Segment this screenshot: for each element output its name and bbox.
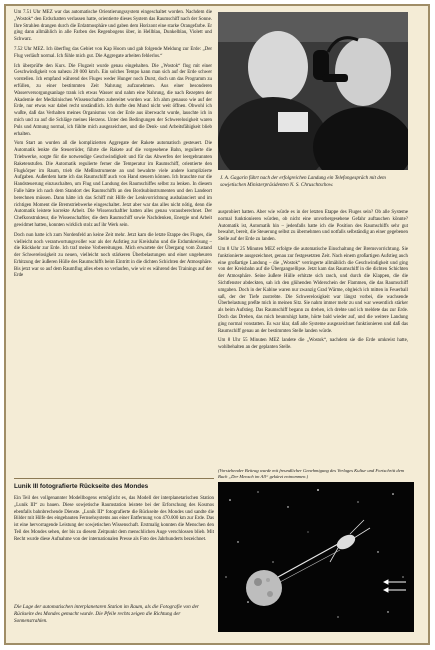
paragraph: Um 7.51 Uhr MEZ war das automatische Orientierungssystem eingeschaltet worden. Nachdem die „Wostok“ den Erdschatten verlassen hatte, orientierte dieses System das Raumschiff nach der Sonne. Ihre Strahlen drangen durch die Erdatmosphäre und gaben dem Horizont eine starke Orangefarbe. Er ging dann allmählich in alle Farben des Regenbogens über, in Hellblau, Dunkelblau, Violett und Schwarz. xyxy=(14,10,212,43)
paragraph: 7.52 Uhr MEZ. Ich überflog das Gebiet von Kap Hoorn und gab folgende Meldung zur Erde: „Der Flug verläuft normal. Ich fühle mich gut. Die Aggregate arbeiten fehlerlos.“ xyxy=(14,46,212,59)
lunik-section-title: Lunik III fotografierte Rückseite des Mondes xyxy=(14,483,149,490)
paragraph: Ich überprüfte den Kurs. Die Flugzeit wurde genau eingehalten. Die „Wostok“ flog mit einer Geschwindigkeit von nahezu 28 000 km/h. Ein solches Tempo kann man sich auf der Erde schwer vorstellen. Ich empfand während des Fluges weder Hunger noch Durst, doch um das Programm zu erfüllen, zu einer bestimmten Zeit Nahrung aufzunehmen. Aus einer besonderen Wasserversorgungsanlage trank ich etwas Wasser und nahm eine Nahrung, die nach Rezepten der Akademie der Medizinischen Wissenschaften zubereitet worden war. Ich ahm genauso wie auf der Erde, nur etwas war dabei recht unständlich. Ich durfte den Mund nicht weit öffnen. Obwohl ich wußte, daß das Verhalten meines Organismus von der Erde aus überwacht wurde, lauschte ich in mich und zu auf die Schläge meines Herzens. Unter den Bedingungen der Schwerelosigkeit waren Puls und Atmung normal, ich fühlte mich ausgezeichnet, und die Denk- und Arbeitsfähigkeit blieb erhalten. xyxy=(14,63,212,137)
paragraph: ausprobiert hatten. Aber wie würde es in der letzten Etappe des Fluges sein? Ob alle Systeme normal funktionieren würden, ob nicht eine unvorhergesehene Gefahr auftauchen könnte? Automatik ist, Automatik hin – jedenfalls hatte ich die Position des Raumschiffs sehr gut bewahrt, bereit, die Steuerung selbst zu übernehmen und notfalls selbständig an einer gegebenen Stelle auf der Erde zu landen. xyxy=(218,210,408,243)
source-note: (Vorstehender Beitrag wurde mit freundlicher Genehmigung des Verlages Kultur und Fortschritt dem Buch „Der Mensch im All“ gekürzt entnommen.) xyxy=(218,468,405,480)
right-article-column xyxy=(218,210,408,355)
left-article-column xyxy=(14,10,212,283)
lunik-image-caption: Die Lage der automatischen interplanetaren Station im Raum, als die Fotografie von der Rückseite des Mondes gemacht wurde. Die Pfeile rechts zeigen die Richtung der Sonnenstrahlen. xyxy=(14,604,199,624)
paragraph: Doch nun hatte ich zum Nordenfeld an keine Zeit mehr. Jetzt kam die letzte Etappe des Fluges, die vielleicht noch verantwortungsvoller war als der Aufstieg zur Kreisbahn und die Erdumkreisung – die Rückkehr zur Erde. Ich traf meine Vorbereitungen. Mich erwartete der Übergang vom Zustand der Schwerelosigkeit zu neuen, vielleicht noch stärkeren Überbelastungen und einer ungeheuren Erhitzung der äußeren Hülle des Raumschiffs beim Eintritt in die dichten Schichten der Atmosphäre. Bis jetzt war so auf dem Raumflug alles eben so verlaufen, wie wir es während des Trainings auf der Erde xyxy=(14,232,212,279)
gagarin-telephone-photo xyxy=(218,12,408,170)
paragraph: Um 8 Uhr 25 Minuten MEZ erfolgte die automatische Einschaltung der Bremsvorrichtung. Sie funktionierte ausgezeichnet, genau zur festgesetzten Zeit. Nach einem großartigen Aufstieg auch eine großartige Landung – die „Wostok“ verringerte allmählich die Geschwindigkeit und ging von der Kreisbahn auf die Übergangsellipse. Jetzt kam das Raumschiff in die dichten Schichten der Atmosphäre. Seine äußere Hülle erhitzte sich rasch, und durch die Klappen, die die Sichtfenster abdeckten, sah ich den glühenden Widerschein der Flammen, die das Raumschiff umgaben. Doch in der Kabine waren nur zwanzig Grad Wärme, obgleich ich mitten in Feuerball saß, der der Tiefe zustrebte. Die Schwerelosigkeit war längst vorbei, die wachsende Überbelastung preßte mich in meinen Sitz. Sie nahm immer mehr zu und war wesentlich stärker als beim Aufstieg. Das Raumschiff begann zu drehen, ich drehte und ich meldete das zur Erde. Doch das Drehen, das mich beunruhigt hatte, hörte bald wieder auf, und die weitere Landung ging normal vonstatten. Es war klar, daß alle Systeme ausgezeichnet funktionieren und daß das Raumschiff genau an der bestimmten Stelle landen würde. xyxy=(218,246,408,334)
lunik-space-illustration xyxy=(218,482,414,632)
photo-caption: J. A. Gagarin führt nach der erfolgreichen Landung ein Telefongespräch mit dem sowjetischen Ministerpräsidenten N. S. Chruschtschow. xyxy=(220,175,386,188)
lunik-section-body: Ein Teil des vollgenannter Modellbogens ermöglicht es, das Modell der interplanetarischen Station „Lunik III“ zu bauen. Diese sowjetische Raumstation leistete bei der Erforschung des Kosmos ebenfalls bahnbrechende Dienste. „Lunik III“ fotografierte die Rückseite des Mondes und sandte die Bilder mit Hilfe des eingebauten Fernsehsystems aus einer Entfernung von 470.000 km zur Erde. Das ist eine hervorragende Leistung der sowjetischen Wissenschaft. Erstmalig konnten die Menschen den Teil des Mondes sehen, der bis zu diesem Zeitpunkt dem menschlichen Auge verschlossen blieb. Mit Recht wurde diese Aufnahme von der internationalen Presse als Foto des Jahrhunderts bezeichnet. xyxy=(14,496,214,542)
paragraph: Um 8 Uhr 55 Minuten MEZ landete die „Wostok“, nachdem sie die Erde umkreist hatte, wohlbehalten an der geplanten Stelle. xyxy=(218,338,408,351)
section-divider xyxy=(14,478,214,479)
paragraph: Vom Start an wurden all die komplizierten Aggregate der Rakete automatisch gesteuert. Die Automatik lenkte die Steuerrüder, führte die Rakete auf die vorgesehene Bahn, regulierte die Triebwerke, sorgte für die notwendige Geschwindigkeit und für das Abwerfen der leergebrannten Raketenstufen. Die Automatik regulierte ferner die Temperatur im Raumschiff, orientierte den Flugkörper im Raum, trieb die Meßinstrumente an und bewahrte viele andere komplizierte Aufgaben. Außerdem hatte ich das Raumschiff auch von Hand steuern können. Ich brauchte nur die Handsteuerung einzuschalten, um Flug und Landung des Raumschiffes selbst zu lenken. In diesem Falle hätte ich nach dem Standort des Raumschiffs an den Bordsubinstrumenten und den Landeort berechnen müssen. Dann hätte ich das Schiff mit Hilfe der Lenkvorrichtung ausbalanciert und im richtigen Moment die Bremstriebwerke eingeschaltet. Jetzt aber war das alles nicht nötig, denn die Automatik leistete korrekte Arbeit. Die Wissenschaftler hatten alles genau vorausberechnet. Der Chefkonstrukteur, die Wissenschaftler, die dem Raumschiff sowie Nachdenken, Energie und Arbeit gewidmet hatten, konnten wirklich stolz auf ihr Werk sein. xyxy=(14,141,212,228)
